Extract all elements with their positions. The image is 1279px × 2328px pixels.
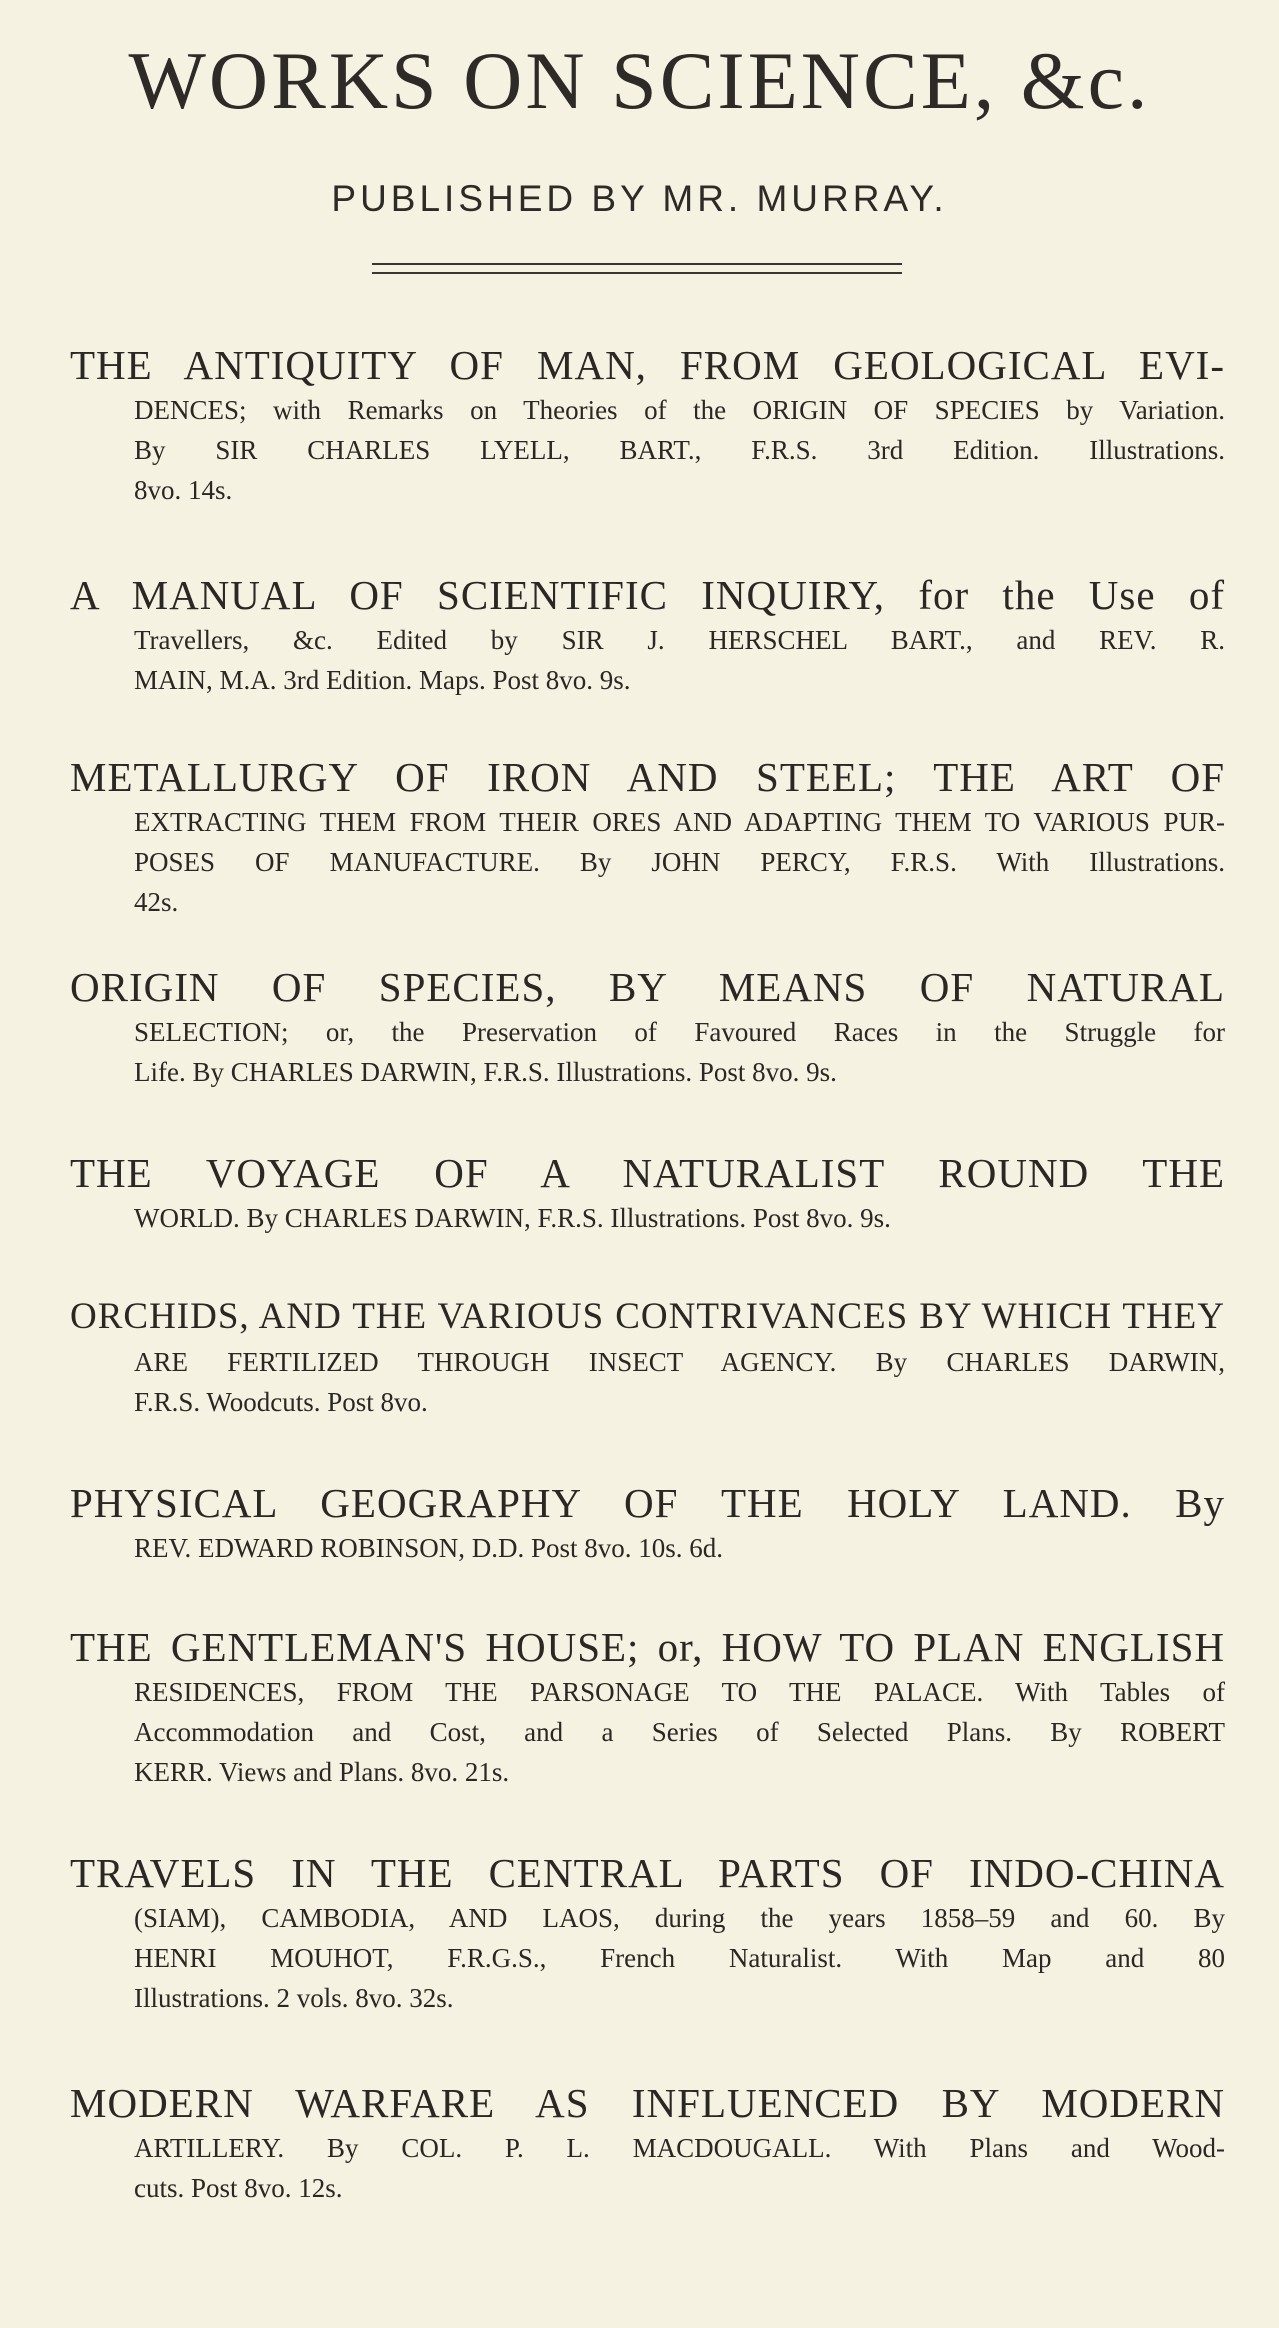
book-entry <box>70 752 1225 922</box>
entry-description <box>134 2128 1225 2208</box>
entry-line: 42s. <box>134 887 179 917</box>
entry-line: Illustrations. 2 vols. 8vo. 32s. <box>134 1983 454 2013</box>
entry-line: cuts. Post 8vo. 12s. <box>134 2173 343 2203</box>
entry-line: WORLD. By CHARLES DARWIN, F.R.S. Illustrations. Post 8vo. 9s. <box>134 1203 891 1233</box>
entry-heading: PHYSICAL GEOGRAPHY OF THE HOLY LAND. By <box>70 1480 1225 1526</box>
book-entry <box>70 1148 1225 1238</box>
page-subtitle: PUBLISHED BY MR. MURRAY. <box>331 178 948 219</box>
entry-line: HENRI MOUHOT, F.R.G.S., French Naturalist. With Map and 80 <box>134 1943 1225 1973</box>
entry-line: KERR. Views and Plans. 8vo. 21s. <box>134 1757 510 1787</box>
book-entry <box>70 1622 1225 1792</box>
entry-heading: THE ANTIQUITY OF MAN, FROM GEOLOGICAL EVI- <box>70 342 1225 388</box>
page-title: WORKS ON SCIENCE, &c. <box>128 35 1151 126</box>
entry-line: By SIR CHARLES LYELL, BART., F.R.S. 3rd Edition. Illustrations. <box>134 435 1225 465</box>
book-entry <box>70 340 1225 510</box>
double-rule-top <box>372 263 902 265</box>
book-entry <box>70 1478 1225 1568</box>
book-entry <box>70 1292 1225 1422</box>
entry-line: MAIN, M.A. 3rd Edition. Maps. Post 8vo. 9s. <box>134 665 631 695</box>
entry-description <box>134 1898 1225 2018</box>
entry-line: EXTRACTING THEM FROM THEIR ORES AND ADAPTING THEM TO VARIOUS PUR- <box>134 807 1225 837</box>
entry-description <box>134 620 1225 700</box>
entry-line: Travellers, &c. Edited by SIR J. HERSCHEL BART., and REV. R. <box>134 625 1225 655</box>
entry-heading: MODERN WARFARE AS INFLUENCED BY MODERN <box>70 2080 1225 2126</box>
entry-heading: THE VOYAGE OF A NATURALIST ROUND THE <box>70 1150 1225 1196</box>
entry-line: POSES OF MANUFACTURE. By JOHN PERCY, F.R.S. With Illustrations. <box>134 847 1225 877</box>
double-rule-bottom <box>372 272 902 274</box>
entry-description <box>134 1198 1225 1238</box>
entry-heading: METALLURGY OF IRON AND STEEL; THE ART OF <box>70 754 1225 800</box>
entry-line: ARTILLERY. By COL. P. L. MACDOUGALL. With Plans and Wood- <box>134 2133 1225 2163</box>
book-entry <box>70 962 1225 1092</box>
entry-heading: THE GENTLEMAN'S HOUSE; or, HOW TO PLAN ENGLISH <box>70 1624 1225 1670</box>
entry-line: 8vo. 14s. <box>134 475 233 505</box>
entry-description <box>134 1342 1225 1422</box>
entry-line: (SIAM), CAMBODIA, AND LAOS, during the years 1858–59 and 60. By <box>134 1903 1225 1933</box>
entry-line: REV. EDWARD ROBINSON, D.D. Post 8vo. 10s. 6d. <box>134 1533 724 1563</box>
entry-line: Life. By CHARLES DARWIN, F.R.S. Illustrations. Post 8vo. 9s. <box>134 1057 837 1087</box>
book-entry <box>70 2078 1225 2208</box>
book-entry <box>70 570 1225 700</box>
entry-description <box>134 1012 1225 1092</box>
entry-line: Accommodation and Cost, and a Series of Selected Plans. By ROBERT <box>134 1717 1225 1747</box>
entry-line: ARE FERTILIZED THROUGH INSECT AGENCY. By CHARLES DARWIN, <box>134 1347 1225 1377</box>
entry-heading: ORIGIN OF SPECIES, BY MEANS OF NATURAL <box>70 964 1225 1010</box>
entry-line: SELECTION; or, the Preservation of Favoured Races in the Struggle for <box>134 1017 1225 1047</box>
entry-description <box>134 1672 1225 1792</box>
book-entry <box>70 1848 1225 2018</box>
entry-line: RESIDENCES, FROM THE PARSONAGE TO THE PALACE. With Tables of <box>134 1677 1225 1707</box>
entry-description <box>134 1528 1225 1568</box>
entry-description <box>134 390 1225 510</box>
entry-heading: A MANUAL OF SCIENTIFIC INQUIRY, for the Use of <box>70 572 1225 618</box>
entry-line: DENCES; with Remarks on Theories of the ORIGIN OF SPECIES by Variation. <box>134 395 1225 425</box>
entry-heading: ORCHIDS, AND THE VARIOUS CONTRIVANCES BY WHICH THEY <box>70 1296 1225 1337</box>
entry-description <box>134 802 1225 922</box>
entry-heading: TRAVELS IN THE CENTRAL PARTS OF INDO-CHINA <box>70 1850 1225 1896</box>
entry-line: F.R.S. Woodcuts. Post 8vo. <box>134 1387 428 1417</box>
